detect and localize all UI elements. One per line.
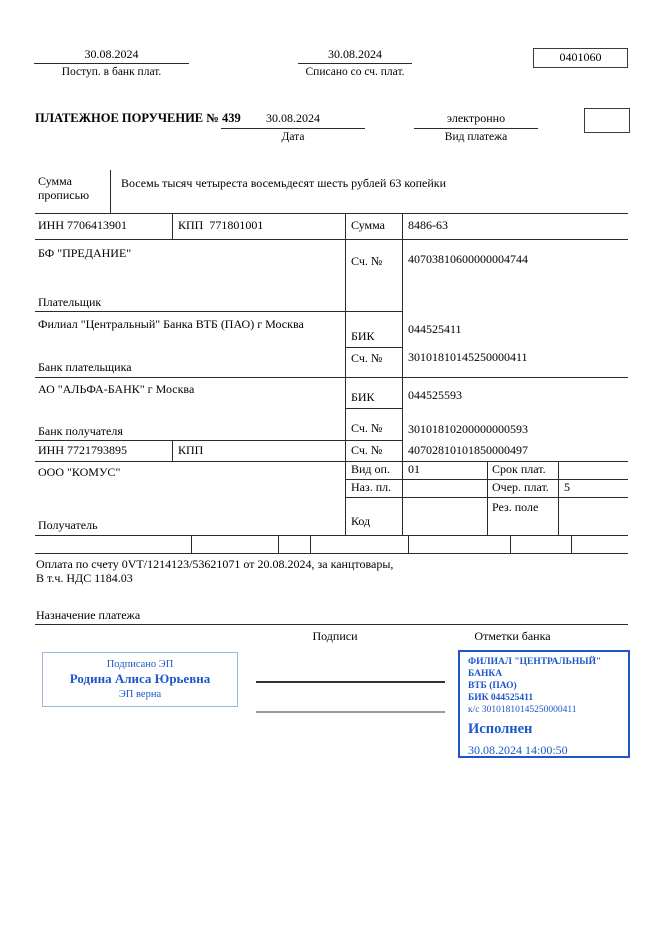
signatures-label: Подписи xyxy=(312,629,358,643)
line-h4 xyxy=(345,347,402,348)
debited-date-label: Списано со сч. плат. xyxy=(305,66,405,78)
bank-stamp-line1: ФИЛИАЛ "ЦЕНТРАЛЬНЫЙ" БАНКА xyxy=(468,657,602,679)
payee-kpp: КПП xyxy=(178,443,204,457)
signature-line-1 xyxy=(256,681,445,683)
bank-stamp-line4: к/с 30101810145250000411 xyxy=(468,704,577,715)
line-v-op-value2 xyxy=(558,461,559,535)
received-date-label: Поступ. в банк плат. xyxy=(61,66,162,78)
esignature-signer-name: Родина Алиса Юрьевна xyxy=(69,671,211,687)
payer-bank-name: Филиал "Центральный" Банка ВТБ (ПАО) г Москва xyxy=(38,317,304,331)
payee-account: 40702810101850000497 xyxy=(408,443,528,457)
purpose-line2: В т.ч. НДС 1184.03 xyxy=(36,571,133,585)
payee-bank-bik-label: БИК xyxy=(351,390,375,404)
line-h1 xyxy=(35,213,628,214)
bank-marks-label: Отметки банка xyxy=(474,629,551,643)
payer-bank-account: 30101810145250000411 xyxy=(408,350,528,364)
payee-label: Получатель xyxy=(38,518,98,532)
line-v-inn-kpp-payer xyxy=(172,213,173,239)
payer-account-label: Сч. № xyxy=(351,254,383,268)
line-v-er2 xyxy=(278,535,279,553)
signature-line-2 xyxy=(256,711,445,713)
line-h5 xyxy=(35,377,628,378)
payee-bank-bik: 044525593 xyxy=(408,388,462,402)
received-date-underline xyxy=(34,63,189,64)
pay-term-label: Срок плат. xyxy=(492,462,546,476)
amount-words-label: Сумма прописью xyxy=(38,174,90,202)
reserve-label: Рез. поле xyxy=(492,500,539,514)
line-h2 xyxy=(35,239,628,240)
amount-value: 8486-63 xyxy=(408,218,448,232)
priority-value: 5 xyxy=(564,480,570,494)
code-label: Код xyxy=(351,514,371,528)
esignature-stamp xyxy=(42,652,238,707)
payer-kpp: КПП 771801001 xyxy=(178,218,264,232)
debited-date: 30.08.2024 xyxy=(328,47,382,61)
date-label: Дата xyxy=(281,131,305,143)
payee-bank-account: 30101810200000000593 xyxy=(408,422,528,436)
form-code: 0401060 xyxy=(559,50,602,64)
payer-inn: ИНН 7706413901 xyxy=(38,218,127,232)
debited-date-underline xyxy=(298,63,412,64)
line-v-er4 xyxy=(408,535,409,553)
payee-name: ООО "КОМУС" xyxy=(38,465,121,479)
status-code-box xyxy=(584,108,630,133)
op-kind-label: Вид оп. xyxy=(351,462,390,476)
line-v-value-col xyxy=(402,213,403,535)
bank-stamp xyxy=(458,650,630,758)
line-h6 xyxy=(345,408,402,409)
line-v-op-label2 xyxy=(487,461,488,535)
bank-stamp-line3: БИК 044525411 xyxy=(468,692,534,703)
document-date: 30.08.2024 xyxy=(266,111,320,125)
op-kind-value: 01 xyxy=(408,462,420,476)
payee-bank-label: Банк получателя xyxy=(38,424,123,438)
esignature-stamp-line3: ЭП верна xyxy=(118,688,162,700)
payer-bank-label: Банк плательщика xyxy=(38,360,132,374)
line-v-label-col xyxy=(345,213,346,535)
line-h3 xyxy=(35,311,402,312)
amount-words: Восемь тысяч четыреста восемьдесят шесть рублей 63 копейки xyxy=(121,176,447,190)
priority-label: Очер. плат. xyxy=(492,480,549,494)
date-underline xyxy=(221,128,365,129)
payment-kind: электронно xyxy=(446,111,506,125)
payer-bank-account-label: Сч. № xyxy=(351,351,383,365)
line-v-er5 xyxy=(510,535,511,553)
payer-account: 40703810600000004744 xyxy=(408,252,528,266)
line-h11 xyxy=(35,535,628,536)
amount-label: Сумма xyxy=(351,218,385,232)
bank-stamp-timestamp: 30.08.2024 14:00:50 xyxy=(468,742,568,757)
payment-kind-underline xyxy=(414,128,538,129)
document-title: ПЛАТЕЖНОЕ ПОРУЧЕНИЕ № 439 xyxy=(35,111,241,125)
payment-kind-label: Вид платежа xyxy=(444,131,508,143)
payer-name: БФ "ПРЕДАНИЕ" xyxy=(38,246,132,260)
payee-inn: ИНН 7721793895 xyxy=(38,443,127,457)
purpose-code-label: Наз. пл. xyxy=(351,480,392,494)
payer-bank-bik: 044525411 xyxy=(408,322,462,336)
bank-stamp-line2: ВТБ (ПАО) xyxy=(468,680,517,691)
form-code-box xyxy=(533,48,628,68)
amount-words-divider xyxy=(110,170,111,213)
line-h13 xyxy=(35,624,628,625)
line-h7 xyxy=(35,440,402,441)
received-date: 30.08.2024 xyxy=(84,47,139,61)
line-v-inn-kpp-payee xyxy=(172,440,173,461)
esignature-stamp-line1: Подписано ЭП xyxy=(106,659,174,671)
line-v-er1 xyxy=(191,535,192,553)
bank-stamp-status: Исполнен xyxy=(468,721,533,738)
payee-bank-name: АО "АЛЬФА-БАНК" г Москва xyxy=(38,382,195,396)
line-h12 xyxy=(35,553,628,554)
purpose-label: Назначение платежа xyxy=(36,608,141,622)
payee-account-label: Сч. № xyxy=(351,443,383,457)
payer-bank-bik-label: БИК xyxy=(351,329,375,343)
line-v-er3 xyxy=(310,535,311,553)
line-v-er6 xyxy=(571,535,572,553)
purpose-line1: Оплата по счету 0VT/1214123/53621071 от 20.08.2024, за канцтовары, xyxy=(36,557,394,571)
payee-bank-account-label: Сч. № xyxy=(351,421,383,435)
payer-label: Плательщик xyxy=(38,295,102,309)
